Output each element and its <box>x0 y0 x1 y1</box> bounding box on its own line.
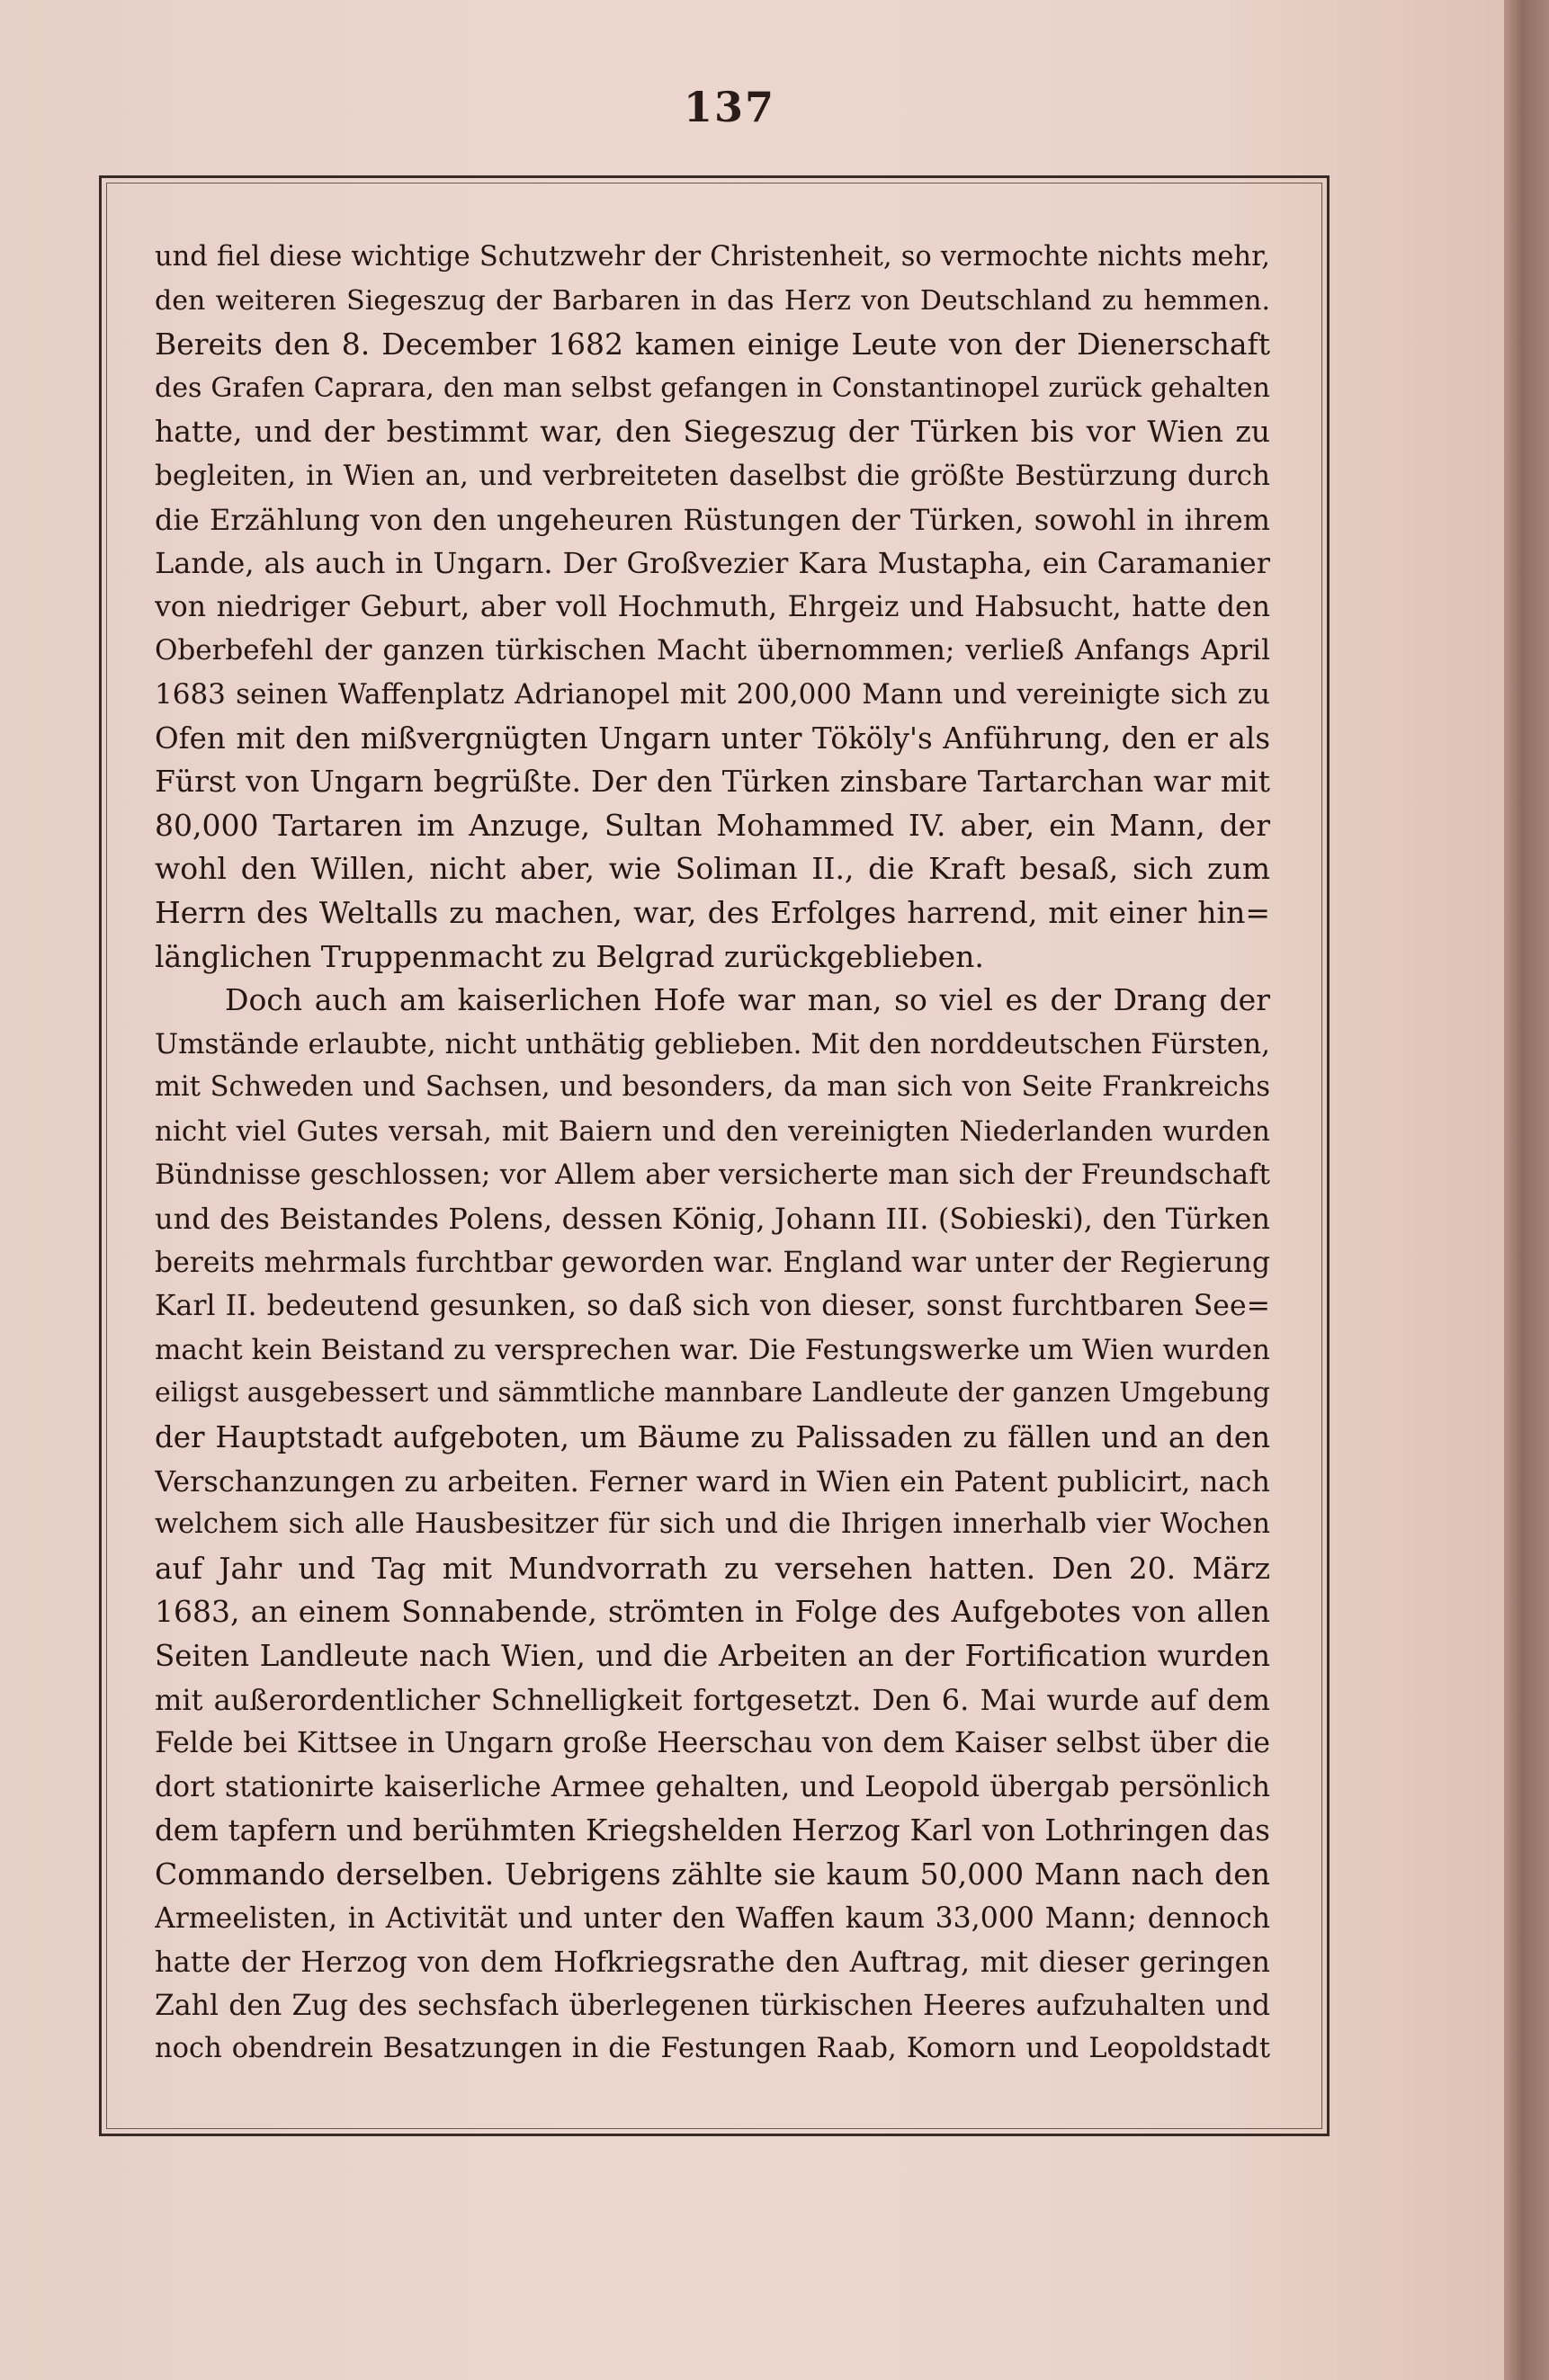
text-line: Karl II. bedeutend gesunken, so daß sich von dieser, sonst furchtbaren See= <box>155 1290 1270 1323</box>
text-line: Ofen mit den mißvergnügten Ungarn unter Tököly's Anführung, den er als <box>155 720 1270 756</box>
text-line: Lande, als auch in Ungarn. Der Großvezier Kara Mustapha, ein Caramanier <box>155 546 1270 581</box>
page-number: 137 <box>683 83 776 131</box>
text-line: 80,000 Tartaren im Anzuge, Sultan Mohammed IV. aber, ein Mann, der <box>155 807 1270 843</box>
text-line: Verschanzungen zu arbeiten. Ferner ward in Wien ein Patent publicirt, nach <box>155 1463 1270 1499</box>
text-line: auf Jahr und Tag mit Mundvorrath zu versehen hatten. Den 20. März <box>155 1550 1270 1586</box>
text-line: mit Schweden und Sachsen, und besonders, da man sich von Seite Frankreichs <box>155 1071 1270 1104</box>
text-line: 1683, an einem Sonnabende, strömten in Folge des Aufgebotes von allen <box>155 1594 1270 1630</box>
text-line: Seiten Landleute nach Wien, und die Arbeiten an der Fortification wurden <box>155 1639 1270 1673</box>
text-line: wohl den Willen, nicht aber, wie Soliman II., die Kraft besaß, sich zum <box>155 851 1270 887</box>
text-line: dort stationirte kaiserliche Armee gehalten, und Leopold übergab persönlich <box>155 1770 1270 1803</box>
text-line: Umstände erlaubte, nicht unthätig geblieben. Mit den norddeutschen Fürsten, <box>155 1027 1270 1060</box>
text-line: Felde bei Kittsee in Ungarn große Heerschau von dem Kaiser selbst über die <box>155 1727 1270 1760</box>
text-line: Doch auch am kaiserlichen Hofe war man, so viel es der Drang der <box>225 982 1270 1018</box>
text-line: hatte, und der bestimmt war, den Siegeszug der Türken bis vor Wien zu <box>155 414 1270 450</box>
text-line: Herrn des Weltalls zu machen, war, des Erfolges harrend, mit einer hin= <box>155 894 1270 930</box>
body-text <box>155 236 1270 2071</box>
text-line: dem tapfern und berühmten Kriegshelden Herzog Karl von Lothringen das <box>155 1813 1270 1848</box>
text-line: Zahl den Zug des sechsfach überlegenen türkischen Heeres aufzuhalten und <box>155 1989 1270 2022</box>
text-line: mit außerordentlicher Schnelligkeit fortgesetzt. Den 6. Mai wurde auf dem <box>155 1682 1270 1717</box>
text-line: hatte der Herzog von dem Hofkriegsrathe den Auftrag, mit dieser geringen <box>155 1945 1270 1980</box>
text-line: macht kein Beistand zu versprechen war. Die Festungswerke um Wien wurden <box>155 1333 1270 1366</box>
text-line: und des Beistandes Polens, dessen König, Johann III. (Sobieski), den Türken <box>155 1202 1270 1237</box>
text-line: die Erzählung von den ungeheuren Rüstungen der Türken, sowohl in ihrem <box>155 502 1270 537</box>
text-line: Bündnisse geschlossen; vor Allem aber versicherte man sich der Freundschaft <box>155 1159 1270 1192</box>
text-line: länglichen Truppenmacht zu Belgrad zurückgeblieben. <box>155 938 984 974</box>
text-line: nicht viel Gutes versah, mit Baiern und den vereinigten Niederlanden wurden <box>155 1114 1270 1148</box>
text-line: noch obendrein Besatzungen in die Festungen Raab, Komorn und Leopoldstadt <box>155 2033 1270 2065</box>
text-line: begleiten, in Wien an, und verbreiteten daselbst die größte Bestürzung durch <box>155 459 1270 492</box>
text-line: den weiteren Siegeszug der Barbaren in das Herz von Deutschland zu hemmen. <box>155 284 1270 317</box>
text-line: Bereits den 8. December 1682 kamen einige Leute von der Dienerschaft <box>155 327 1270 362</box>
text-line: Fürst von Ungarn begrüßte. Der den Türken zinsbare Tartarchan war mit <box>155 764 1270 800</box>
text-line: Commando derselben. Uebrigens zählte sie kaum 50,000 Mann nach den <box>155 1856 1270 1892</box>
book-gutter <box>1504 0 1549 2380</box>
text-line: von niedriger Geburt, aber voll Hochmuth, Ehrgeiz und Habsucht, hatte den <box>155 590 1270 623</box>
text-line: des Grafen Caprara, den man selbst gefangen in Constantinopel zurück gehalten <box>155 371 1270 404</box>
text-line: der Hauptstadt aufgeboten, um Bäume zu Palissaden zu fällen und an den <box>155 1420 1270 1455</box>
text-line: und fiel diese wichtige Schutzwehr der Christenheit, so vermochte nichts mehr, <box>155 241 1270 273</box>
text-line: welchem sich alle Hausbesitzer für sich und die Ihrigen innerhalb vier Wochen <box>155 1508 1270 1541</box>
text-line: Oberbefehl der ganzen türkischen Macht übernommen; verließ Anfangs April <box>155 634 1270 667</box>
text-line: 1683 seinen Waffenplatz Adrianopel mit 200,000 Mann und vereinigte sich zu <box>155 677 1270 711</box>
text-line: eiligst ausgebessert und sämmtliche mannbare Landleute der ganzen Umgebung <box>155 1377 1270 1409</box>
text-line: Armeelisten, in Activität und unter den Waffen kaum 33,000 Mann; dennoch <box>155 1901 1270 1935</box>
text-line: bereits mehrmals furchtbar geworden war. England war unter der Regierung <box>155 1246 1270 1279</box>
